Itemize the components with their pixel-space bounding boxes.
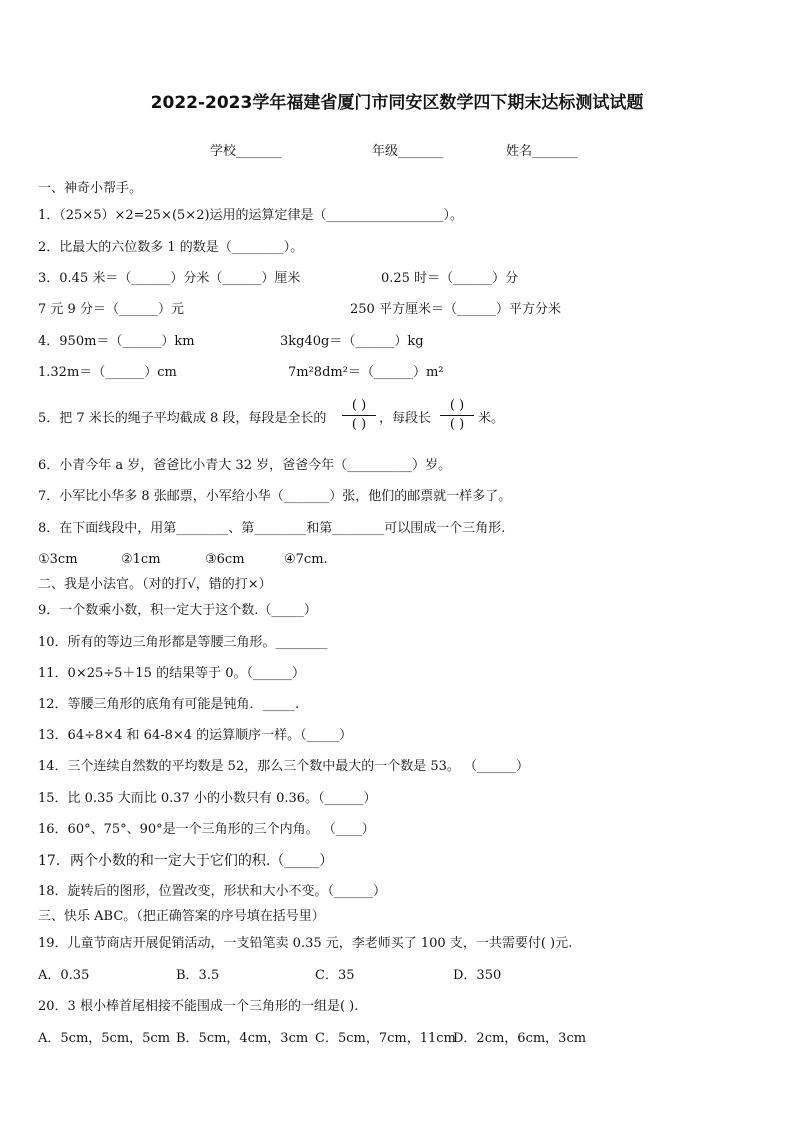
section-3-heading: 三、快乐 ABC。（把正确答案的序号填在括号里） bbox=[38, 909, 325, 924]
option-2: ②1cm bbox=[121, 552, 161, 567]
section-2-heading: 二、我是小法官。（对的打√，错的打×） bbox=[38, 577, 272, 592]
name-field: 姓名_______ bbox=[506, 144, 578, 159]
question-7: 7．小军比小华多 8 张邮票，小军给小华（_______）张，他们的邮票就一样多了。 bbox=[38, 489, 512, 504]
question-3-part-4: 250 平方厘米＝（______）平方分米 bbox=[350, 302, 561, 317]
question-15: 15．比 0.35 大而比 0.37 小的小数只有 0.36。（______） bbox=[38, 791, 377, 806]
question-16: 16．60°、75°、90°是一个三角形的三个内角。 （____） bbox=[38, 822, 375, 837]
section-1-heading: 一、神奇小帮手。 bbox=[38, 181, 143, 196]
question-3-part-1: 3．0.45 米＝（______）分米（______）厘米 bbox=[38, 271, 301, 286]
question-20-option-c: C．5cm，7cm，11cm bbox=[315, 1031, 456, 1046]
question-20: 20．3 根小棒首尾相接不能围成一个三角形的一组是( ). bbox=[38, 999, 359, 1014]
question-4-part-4: 7m²8dm²＝（______）m² bbox=[288, 365, 444, 380]
fraction-blank-1 bbox=[342, 397, 376, 434]
fraction-blank-2 bbox=[440, 397, 474, 434]
question-4-part-1: 4．950m＝（______）km bbox=[38, 334, 195, 349]
question-4-part-2: 3kg40g＝（______）kg bbox=[280, 334, 424, 349]
fraction-denominator: ( ) bbox=[351, 417, 367, 432]
question-2: 2．比最大的六位数多 1 的数是（________）。 bbox=[38, 240, 304, 255]
option-1: ①3cm bbox=[38, 552, 78, 567]
question-4-part-3: 1.32m＝（______）cm bbox=[38, 365, 177, 380]
question-11: 11．0×25÷5＋15 的结果等于 0。（______） bbox=[38, 666, 305, 681]
question-5-middle: ，每段长 bbox=[379, 411, 432, 426]
page-title: 2022-2023学年福建省厦门市同安区数学四下期末达标测试试题 bbox=[150, 93, 644, 113]
question-5-end: 米。 bbox=[478, 411, 505, 426]
question-20-option-d: D．2cm，6cm，3cm bbox=[453, 1031, 587, 1046]
question-20-option-b: B．5cm，4cm，3cm bbox=[176, 1031, 309, 1046]
question-19-option-a: A．0.35 bbox=[38, 968, 90, 983]
question-6: 6．小青今年 a 岁，爸爸比小青大 32 岁，爸爸今年（__________）岁。 bbox=[38, 458, 452, 473]
question-19-option-b: B．3.5 bbox=[176, 968, 220, 983]
option-4: ④7cm. bbox=[284, 552, 328, 567]
question-8: 8．在下面线段中，用第________、第________和第________可以围成一个三角形. bbox=[38, 521, 506, 536]
fraction-numerator: ( ) bbox=[351, 398, 367, 413]
fraction-numerator: ( ) bbox=[449, 398, 465, 413]
question-3-part-3: 7 元 9 分＝（______）元 bbox=[38, 302, 184, 317]
question-1: 1．（25×5）×2=25×(5×2)运用的运算定律是（__________________）。 bbox=[38, 208, 464, 223]
question-13: 13．64÷8×4 和 64-8×4 的运算顺序一样。（_____） bbox=[38, 728, 353, 743]
question-14: 14．三个连续自然数的平均数是 52，那么三个数中最大的一个数是 53。 （______） bbox=[38, 759, 530, 774]
school-field: 学校_______ bbox=[210, 144, 282, 159]
question-5: 5．把 7 米长的绳子平均截成 8 段，每段是全长的 bbox=[38, 411, 327, 426]
question-3-part-2: 0.25 时＝（______）分 bbox=[381, 271, 519, 286]
question-19-option-c: C．35 bbox=[315, 968, 355, 983]
grade-field: 年级_______ bbox=[372, 144, 444, 159]
question-10: 10．所有的等边三角形都是等腰三角形。________ bbox=[38, 635, 328, 650]
question-17: 17．两个小数的和一定大于它们的积.（_____） bbox=[38, 853, 334, 869]
question-19-option-d: D．350 bbox=[453, 968, 502, 983]
question-18: 18．旋转后的图形，位置改变，形状和大小不变。（______） bbox=[38, 884, 387, 899]
question-12: 12．等腰三角形的底角有可能是钝角．_____. bbox=[38, 697, 300, 712]
question-19: 19．儿童节商店开展促销活动，一支铅笔卖 0.35 元，李老师买了 100 支，一共需要付( )元. bbox=[38, 936, 573, 951]
question-20-option-a: A．5cm，5cm，5cm bbox=[38, 1031, 171, 1046]
fraction-denominator: ( ) bbox=[449, 417, 465, 432]
question-9: 9．一个数乘小数，积一定大于这个数.（_____） bbox=[38, 603, 317, 618]
option-3: ③6cm bbox=[205, 552, 245, 567]
